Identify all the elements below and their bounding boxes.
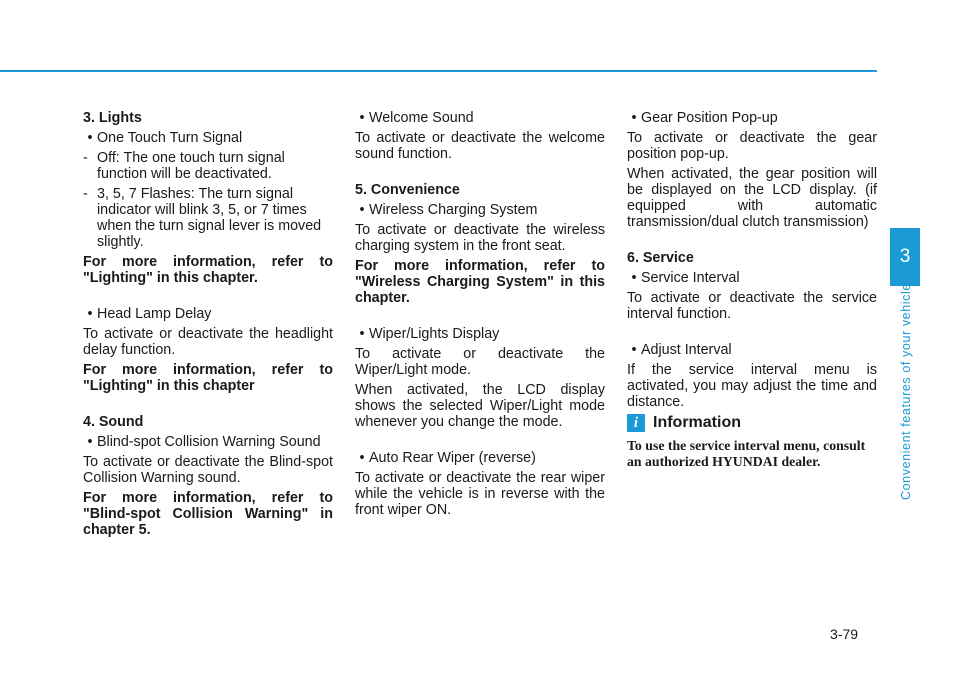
reference-lighting: For more information, refer to "Lighting" in this chapter. [83, 254, 333, 286]
bullet-gear-popup: • Gear Position Pop-up [627, 110, 877, 126]
column-3 [627, 110, 877, 470]
page-number: 3-79 [830, 626, 859, 642]
spacer [627, 234, 877, 250]
bullet-service-interval: • Service Interval [627, 270, 877, 286]
dash-item-flashes: - 3, 5, 7 Flashes: The turn signal indicator will blink 3, 5, or 7 times when the turn signal lever is moved slightly. [83, 186, 333, 250]
bullet-head-lamp-delay: • Head Lamp Delay [83, 306, 333, 322]
paragraph-rear-wiper: To activate or deactivate the rear wiper while the vehicle is in reverse with the front wiper ON. [355, 470, 605, 518]
spacer [355, 434, 605, 450]
paragraph-head-lamp: To activate or deactivate the headlight delay function. [83, 326, 333, 358]
spacer [83, 398, 333, 414]
paragraph-welcome: To activate or deactivate the welcome sound function. [355, 130, 605, 162]
reference-bcw: For more information, refer to "Blind-spot Collision Warning" in chapter 5. [83, 490, 333, 538]
paragraph-bcw: To activate or deactivate the Blind-spot Collision Warning sound. [83, 454, 333, 486]
bullet-rear-wiper: • Auto Rear Wiper (reverse) [355, 450, 605, 466]
paragraph-service: To activate or deactivate the service interval function. [627, 290, 877, 322]
paragraph-gear-2: When activated, the gear position will be displayed on the LCD display. (if equipped with automatic transmission/dual clutch transmission) [627, 166, 877, 230]
reference-lighting-2: For more information, refer to "Lighting" in this chapter [83, 362, 333, 394]
paragraph-wireless: To activate or deactivate the wireless charging system in the front seat. [355, 222, 605, 254]
dash-item-off: - Off: The one touch turn signal function will be deactivated. [83, 150, 333, 182]
information-box-header [627, 414, 877, 432]
bullet-welcome-sound: • Welcome Sound [355, 110, 605, 126]
bullet-adjust-interval: • Adjust Interval [627, 342, 877, 358]
section-heading-sound: 4. Sound [83, 414, 144, 430]
bullet-wiper-lights: • Wiper/Lights Display [355, 326, 605, 342]
reference-wireless: For more information, refer to "Wireless Charging System" in this chapter. [355, 258, 605, 306]
section-heading-lights: 3. Lights [83, 110, 142, 126]
bullet-one-touch: • One Touch Turn Signal [83, 130, 333, 146]
bullet-bcw-sound: • Blind-spot Collision Warning Sound [83, 434, 333, 450]
column-1 [83, 110, 333, 542]
spacer [627, 326, 877, 342]
paragraph-gear: To activate or deactivate the gear position pop-up. [627, 130, 877, 162]
section-heading-convenience: 5. Convenience [355, 182, 460, 198]
info-icon: i [627, 414, 645, 432]
section-heading-service: 6. Service [627, 250, 694, 266]
chapter-number-tab: 3 [890, 228, 920, 286]
chapter-title-vertical: Convenient features of your vehicle [899, 283, 913, 500]
column-2 [355, 110, 605, 522]
paragraph-adjust: If the service interval menu is activated, you may adjust the time and distance. [627, 362, 877, 410]
spacer [355, 310, 605, 326]
spacer [355, 166, 605, 182]
header-rule [0, 70, 877, 72]
information-text: To use the service interval menu, consult an authorized HYUNDAI dealer. [627, 438, 866, 469]
spacer [83, 290, 333, 306]
information-title: Information [653, 414, 741, 431]
bullet-wireless: • Wireless Charging System [355, 202, 605, 218]
paragraph-wiper: To activate or deactivate the Wiper/Light mode. [355, 346, 605, 378]
paragraph-wiper-2: When activated, the LCD display shows the selected Wiper/Light mode whenever you change the mode. [355, 382, 605, 430]
